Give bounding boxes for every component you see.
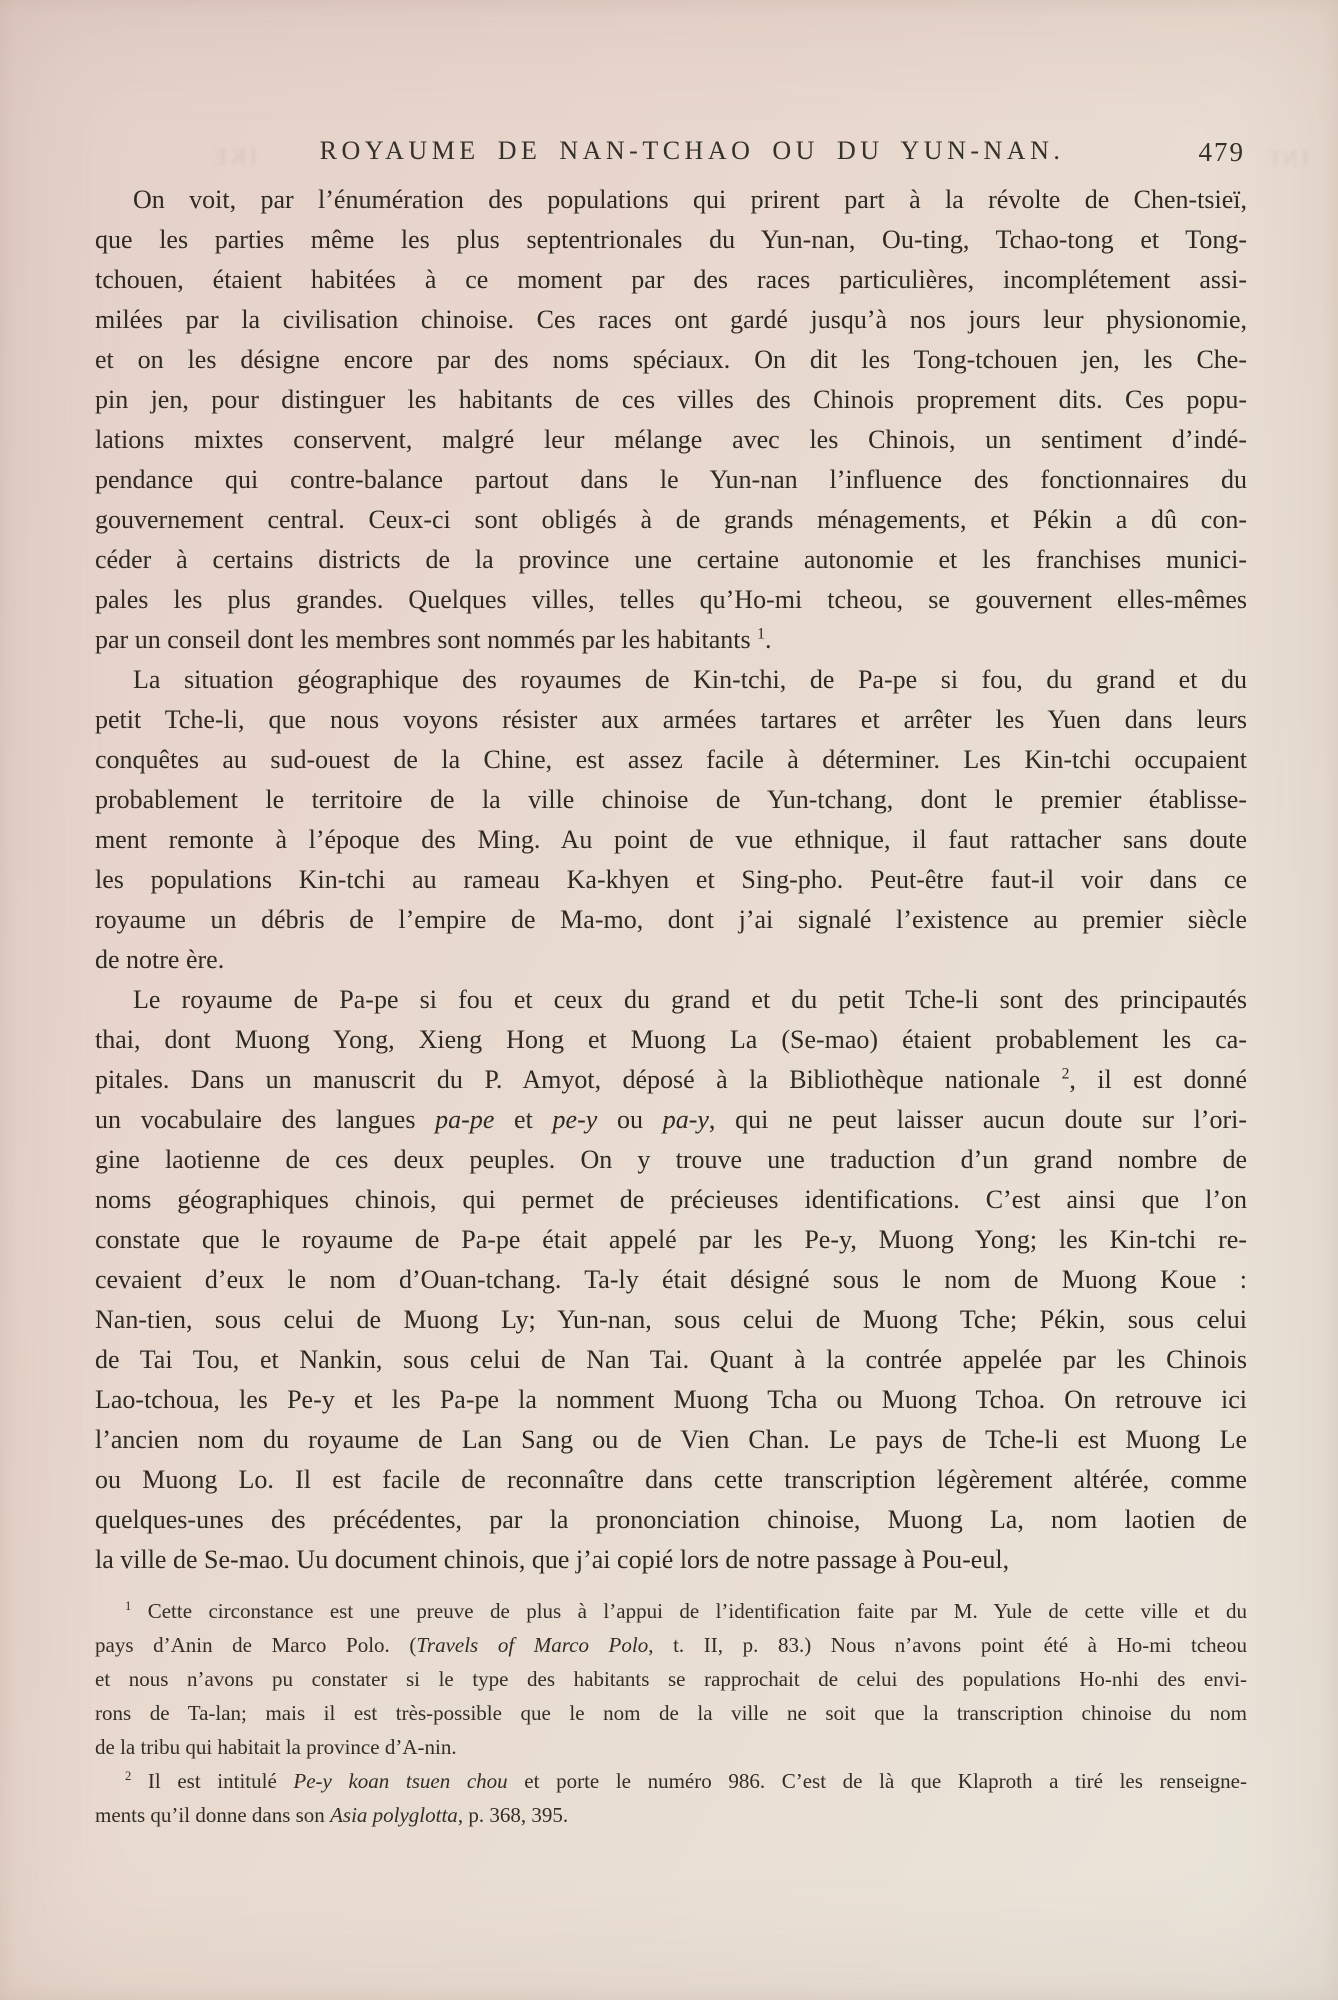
text-segment: de la tribu qui habitait la province d’A-nin.	[95, 1735, 457, 1759]
text-line	[95, 940, 1247, 980]
text-segment: la ville de Se-mao. Uu document chinois, que j’ai copié lors de notre passage à Pou-eul,	[95, 1545, 1010, 1574]
text-segment: , p. 368, 395.	[457, 1803, 569, 1827]
text-line	[95, 1340, 1247, 1380]
text-segment: , t. II, p. 83.) Nous n’avons point été à Ho-mi tcheou	[648, 1633, 1247, 1657]
text-segment: les populations Kin-tchi au rameau Ka-khyen et Sing-pho. Peut-être faut-il voir dans ce	[95, 865, 1247, 894]
text-segment: l’ancien nom du royaume de Lan Sang ou de Vien Chan. Le pays de Tche-li est Muong Le	[95, 1425, 1247, 1454]
text-segment: par un conseil dont les membres sont nommés par les habitants	[95, 625, 758, 654]
text-line	[95, 1260, 1247, 1300]
text-line	[95, 1540, 1247, 1580]
text-segment: gouvernement central. Ceux-ci sont obligés à de grands ménagements, et Pékin a dû con-	[95, 505, 1247, 534]
text-segment: tchouen, étaient habitées à ce moment par des races particulières, incomplétement assi-	[95, 265, 1247, 294]
text-line	[95, 1460, 1247, 1500]
text-segment: On voit, par l’énumération des populations qui prirent part à la révolte de Chen-tsieï,	[133, 185, 1247, 214]
text-line	[95, 260, 1247, 300]
text-line	[95, 1300, 1247, 1340]
text-line	[95, 540, 1247, 580]
text-segment: gine laotienne de ces deux peuples. On y trouve une traduction d’un grand nombre de	[95, 1145, 1247, 1174]
text-segment: quelques-unes des précédentes, par la prononciation chinoise, Muong La, nom laotien de	[95, 1505, 1247, 1534]
text-segment: et nous n’avons pu constater si le type des habitants se rapprochait de celui des populations Ho-nhi des envi-	[95, 1667, 1247, 1691]
text-segment: .	[764, 625, 772, 654]
text-line	[95, 980, 1247, 1020]
text-line	[95, 1220, 1247, 1260]
bleedthrough-ghost-left: IKE	[210, 144, 258, 169]
body-text	[95, 180, 1247, 1580]
text-line	[95, 820, 1247, 860]
text-segment: , il est donné	[1069, 1065, 1247, 1094]
text-segment: ou	[597, 1105, 663, 1134]
text-line	[95, 1662, 1247, 1696]
text-line	[95, 180, 1247, 220]
footnote-marker: 1	[125, 1599, 132, 1613]
text-segment: rons de Ta-lan; mais il est très-possible que le nom de la ville ne soit que la transcription chinoise du nom	[95, 1701, 1247, 1725]
italic-term: pe-y	[552, 1105, 598, 1134]
text-line	[95, 1060, 1247, 1100]
italic-term: Pe-y koan tsuen chou	[293, 1769, 508, 1793]
text-line	[95, 900, 1247, 940]
text-segment: et porte le numéro 986. C’est de là que Klaproth a tiré les renseigne-	[507, 1769, 1247, 1793]
text-segment: Il est intitulé	[131, 1769, 294, 1793]
text-segment: ment remonte à l’époque des Ming. Au point de vue ethnique, il faut rattacher sans doute	[95, 825, 1247, 854]
text-segment: de Tai Tou, et Nankin, sous celui de Nan Tai. Quant à la contrée appelée par les Chinois	[95, 1345, 1247, 1374]
italic-term: pa-pe	[435, 1105, 495, 1134]
text-line	[95, 620, 1247, 660]
text-line	[95, 500, 1247, 540]
text-line	[95, 460, 1247, 500]
italic-term: Asia polyglotta	[330, 1803, 458, 1827]
text-line	[95, 1696, 1247, 1730]
text-segment: petit Tche-li, que nous voyons résister aux armées tartares et arrêter les Yuen dans leurs	[95, 705, 1247, 734]
text-line	[95, 740, 1247, 780]
text-segment: lations mixtes conservent, malgré leur mélange avec les Chinois, un sentiment d’indé-	[95, 425, 1247, 454]
text-line	[95, 1380, 1247, 1420]
text-segment: pitales. Dans un manuscrit du P. Amyot, déposé à la Bibliothèque nationale	[95, 1065, 1062, 1094]
text-segment: pales les plus grandes. Quelques villes, telles qu’Ho-mi tcheou, se gouvernent elles-mêmes	[95, 585, 1247, 614]
text-line	[95, 860, 1247, 900]
text-line	[95, 1420, 1247, 1460]
text-line	[95, 1100, 1247, 1140]
text-line	[95, 380, 1247, 420]
text-segment: Cette circonstance est une preuve de plus à l’appui de l’identification faite par M. Yule de cette ville et du	[131, 1599, 1247, 1623]
text-segment: céder à certains districts de la province une certaine autonomie et les franchises munici-	[95, 545, 1247, 574]
text-line	[95, 340, 1247, 380]
text-segment: ou Muong Lo. Il est facile de reconnaître dans cette transcription légèrement altérée, comme	[95, 1465, 1247, 1494]
footnote-marker: 2	[1061, 1065, 1070, 1083]
footnote-marker: 2	[125, 1769, 132, 1783]
text-line	[95, 1180, 1247, 1220]
text-segment: et on les désigne encore par des noms spéciaux. On dit les Tong-tchouen jen, les Che-	[95, 345, 1247, 374]
text-segment: pays d’Anin de Marco Polo. (	[95, 1633, 417, 1657]
text-line	[95, 1798, 1247, 1832]
text-segment: ments qu’il donne dans son	[95, 1803, 331, 1827]
text-line	[95, 1140, 1247, 1180]
text-segment: et	[494, 1105, 553, 1134]
text-segment: constate que le royaume de Pa-pe était appelé par les Pe-y, Muong Yong; les Kin-tchi re-	[95, 1225, 1247, 1254]
page-number: 479	[1198, 137, 1245, 167]
text-segment: que les parties même les plus septentrionales du Yun-nan, Ou-ting, Tchao-tong et Tong-	[95, 225, 1247, 254]
bleedthrough-ghost-right: INE	[1261, 146, 1309, 171]
text-segment: La situation géographique des royaumes de Kin-tchi, de Pa-pe si fou, du grand et du	[133, 665, 1247, 694]
text-segment: de notre ère.	[95, 945, 225, 974]
text-segment: noms géographiques chinois, qui permet de précieuses identifications. C’est ainsi que l’on	[95, 1185, 1247, 1214]
text-segment: royaume un débris de l’empire de Ma-mo, dont j’ai signalé l’existence au premier siècle	[95, 905, 1247, 934]
text-segment: milées par la civilisation chinoise. Ces races ont gardé jusqu’à nos jours leur physionomie,	[95, 305, 1247, 334]
text-line	[95, 780, 1247, 820]
text-segment: Lao-tchoua, les Pe-y et les Pa-pe la nomment Muong Tcha ou Muong Tchoa. On retrouve ici	[95, 1385, 1247, 1414]
footnotes	[95, 1594, 1247, 1832]
italic-term: pa-y	[662, 1105, 709, 1134]
text-segment: conquêtes au sud-ouest de la Chine, est assez facile à déterminer. Les Kin-tchi occupaient	[95, 745, 1247, 774]
footnote-marker: 1	[757, 625, 765, 643]
text-line	[95, 1500, 1247, 1540]
italic-term: Travels of Marco Polo	[416, 1633, 649, 1657]
running-header-title: ROYAUME DE NAN-TCHAO OU DU YUN-NAN.	[319, 136, 1065, 165]
text-line	[95, 1764, 1247, 1798]
text-line	[95, 660, 1247, 700]
text-line	[95, 700, 1247, 740]
text-line	[95, 300, 1247, 340]
page-content	[95, 0, 1309, 1832]
running-header	[95, 136, 1309, 174]
text-segment: probablement le territoire de la ville chinoise de Yun-tchang, dont le premier établisse-	[95, 785, 1247, 814]
text-segment: , qui ne peut laisser aucun doute sur l’ori-	[708, 1105, 1247, 1134]
text-segment: thai, dont Muong Yong, Xieng Hong et Muong La (Se-mao) étaient probablement les ca-	[95, 1025, 1247, 1054]
text-segment: Le royaume de Pa-pe si fou et ceux du grand et du petit Tche-li sont des principautés	[133, 985, 1247, 1014]
text-segment: cevaient d’eux le nom d’Ouan-tchang. Ta-ly était désigné sous le nom de Muong Koue :	[95, 1265, 1247, 1294]
text-segment: pendance qui contre-balance partout dans le Yun-nan l’influence des fonctionnaires du	[95, 465, 1247, 494]
text-line	[95, 1594, 1247, 1628]
text-line	[95, 420, 1247, 460]
text-line	[95, 1020, 1247, 1060]
text-segment: Nan-tien, sous celui de Muong Ly; Yun-nan, sous celui de Muong Tche; Pékin, sous celui	[95, 1305, 1247, 1334]
text-segment: pin jen, pour distinguer les habitants de ces villes des Chinois proprement dits. Ces popu-	[95, 385, 1247, 414]
text-line	[95, 580, 1247, 620]
text-segment: un vocabulaire des langues	[95, 1105, 436, 1134]
text-line	[95, 1730, 1247, 1764]
text-line	[95, 220, 1247, 260]
text-line	[95, 1628, 1247, 1662]
